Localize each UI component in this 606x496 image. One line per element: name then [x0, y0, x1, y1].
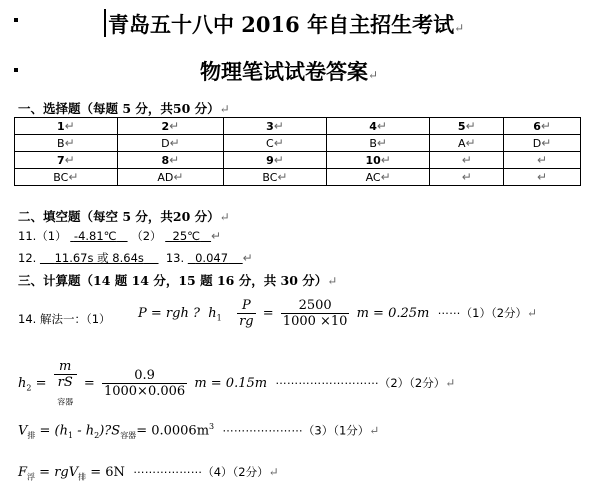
table-cell: A↵ [430, 135, 504, 152]
table-cell: B↵ [326, 135, 430, 152]
answer-line-12: 12. 11.67s 或 8.64s 13. 0.047 ↵ [18, 251, 253, 265]
table-cell: ↵ [504, 169, 581, 186]
section-heading-calc: 三、计算题（14 题 14 分，15 题 16 分，共 30 分）↵ [18, 273, 338, 288]
formula-1: P = rgh ? $h_1$ $\frac{P}{rg}$ = $\frac{2500}{1000 \times 10}$ m = 0.25m ⋯⋯（1）（2分）↵ [138, 298, 538, 329]
table-cell: D↵ [504, 135, 581, 152]
formula-4: $F_浮 = rgV_排 = 6N$ ⋯⋯⋯⋯⋯⋯（4）（2分）↵ [18, 465, 279, 482]
table-cell: D↵ [117, 135, 223, 152]
table-cell: AD↵ [117, 169, 223, 186]
table-cell: B↵ [15, 135, 118, 152]
table-cell: 10↵ [326, 152, 430, 169]
answer-blank: 25℃ [172, 229, 201, 243]
section-heading-fill: 二、填空题（每空 5 分，共20 分）↵ [18, 209, 230, 224]
table-cell: 5↵ [430, 118, 504, 135]
answer-line-11: 11.（1） -4.81℃ （2） 25℃ ↵ [18, 229, 222, 243]
table-cell: ↵ [430, 152, 504, 169]
bullet-marker [14, 18, 18, 22]
table-cell: 9↵ [224, 152, 327, 169]
bullet-marker [14, 68, 18, 72]
table-cell: 2↵ [117, 118, 223, 135]
answer-blank: 0.047 [195, 251, 229, 265]
table-cell: BC↵ [224, 169, 327, 186]
text-cursor [104, 9, 106, 37]
table-cell: 7↵ [15, 152, 118, 169]
answer-blank: 11.67s 或 8.64s [54, 251, 144, 265]
answer-table [14, 117, 581, 186]
table-row [15, 152, 581, 169]
formula-3: $V_排 = (h_1$ - $h_2)?S_{容器}= 0.0006m^3$ ⋯⋯⋯⋯⋯⋯⋯（3）（1分）↵ [18, 422, 380, 440]
fraction: $\frac{2500}{1000 \times 10}$ [282, 298, 348, 329]
answer-blank: -4.81℃ [73, 229, 117, 243]
table-row [15, 118, 581, 135]
page-subtitle: 物理笔试试卷答案↵ [200, 59, 379, 84]
fraction: $\frac{P}{rg}$ [239, 298, 254, 329]
table-cell: 4↵ [326, 118, 430, 135]
page-title: 青岛五十八中 2016 年自主招生考试↵ [108, 12, 465, 37]
table-cell: 6↵ [504, 118, 581, 135]
table-row [15, 169, 581, 186]
table-cell: C↵ [224, 135, 327, 152]
table-cell: ↵ [430, 169, 504, 186]
formula-2: $h_2$ = m rS $_{容器}$ = $\frac{0.9}{1000\times 0.006}$ m = 0.15m ⋯⋯⋯⋯⋯⋯⋯⋯⋯（2）（2分）↵ [18, 359, 456, 407]
calc-intro: 14. 解法一：（1） [18, 312, 111, 326]
table-cell: 8↵ [117, 152, 223, 169]
fraction: $\frac{0.9}{1000\times 0.006}$ [103, 367, 186, 399]
table-row [15, 135, 581, 152]
section-heading-choice: 一、选择题（每题 5 分，共50 分）↵ [18, 101, 230, 116]
fraction: m rS $_{容器}$ [54, 359, 77, 408]
table-cell: 3↵ [224, 118, 327, 135]
table-cell: 1↵ [15, 118, 118, 135]
table-cell: ↵ [504, 152, 581, 169]
table-cell: BC↵ [15, 169, 118, 186]
table-cell: AC↵ [326, 169, 430, 186]
